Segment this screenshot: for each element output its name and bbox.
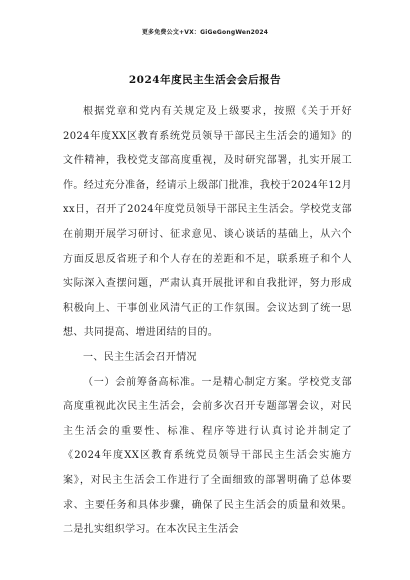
document-title: 2024年度民主生活会会后报告 (128, 74, 282, 86)
header-note: 更多免费公文+VX：GiGeGongWen2024 (141, 29, 269, 36)
paragraph-intro: 根据党章和党内有关规定及上级要求，按照《关于开好2024年度XX区教育系统党员领导干部民主生活会的通知》的文件精神，我校党支部高度重视，及时研究部署，扎实开展工作。经过充分准备，经请示上级部门批准，我校于2024年12月xx日，召开了2024年度党员领导干部民主生活会。学校党支部在前期开展学习研讨、征求意见、谈心谈话的基础上，从六个方面反思反省班子和个人存在的差距和不足，联系班子和个人实际深入查摆问题，严肃认真开展批评和自我批评，努力形成积极向上、干事创业风清气正的工作氛围。会议达到了统一思想、共同提高、增进团结的目的。 (63, 106, 352, 339)
document-body (63, 100, 352, 543)
section-heading-1: 一、民主生活会召开情况 (83, 351, 197, 363)
paragraph-section-1-1: （一）会前筹备高标准。一是精心制定方案。学校党支部高度重视此次民主生活会，会前多次召开专题部署会议，对民主生活会的重要性、标准、程序等进行认真讨论并制定了《2024年度XX区教育系统党员领导干部民主生活会实施方案》，对民主生活会工作进行了全面细致的部署明确了总体要求、主要任务和具体步骤，确保了民主生活会的质量和效果。二是扎实组织学习。在本次民主生活会 (63, 376, 352, 536)
